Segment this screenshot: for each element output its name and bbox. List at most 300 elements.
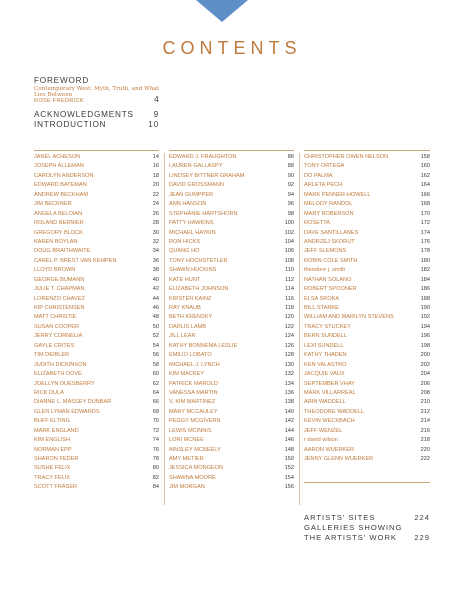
toc-entry xyxy=(34,266,159,275)
toc-entry xyxy=(169,238,294,247)
page-number: 84 xyxy=(152,484,159,491)
toc-entry xyxy=(34,417,159,426)
toc-entry xyxy=(34,219,159,228)
page-number: 200 xyxy=(420,352,430,359)
toc-entry xyxy=(34,455,159,464)
page-number: 192 xyxy=(420,314,430,321)
artist-name: JIM MORGAN xyxy=(169,484,205,491)
artist-name: MARK ENGLAND xyxy=(34,427,79,434)
toc-entry xyxy=(34,446,159,455)
toc-entry xyxy=(304,427,430,436)
page-number: 74 xyxy=(152,437,159,444)
page-number: 50 xyxy=(152,323,159,330)
page-number: 222 xyxy=(420,456,430,462)
page-number: 212 xyxy=(420,408,430,415)
page-number: 170 xyxy=(420,210,430,217)
artist-name: KIM ENGLISH xyxy=(34,437,71,444)
artist-name: SHAWNA MOORE xyxy=(169,474,216,481)
toc-entry xyxy=(169,361,294,370)
toc-entry xyxy=(304,436,430,445)
artist-name: JESSICA MONGEON xyxy=(169,465,224,472)
page-number: 174 xyxy=(420,229,430,236)
artist-name: AARON WUERKER xyxy=(304,446,355,453)
page-number: 96 xyxy=(287,201,294,208)
toc-entry xyxy=(169,191,294,200)
page-number: 108 xyxy=(284,257,294,264)
page-number: 106 xyxy=(284,248,294,255)
toc-entry xyxy=(169,323,294,332)
artist-name: THEODORE WADDELL xyxy=(304,408,365,415)
page-number: 60 xyxy=(152,371,159,378)
toc-entry xyxy=(304,455,430,464)
toc-entry xyxy=(169,181,294,190)
page-number: 134 xyxy=(284,380,294,387)
artist-name: JEAN GUMPPER xyxy=(169,191,214,198)
artist-name: KIM MACKEY xyxy=(169,371,205,378)
acknowledgments-label: ACKNOWLEDGMENTS xyxy=(34,110,134,120)
artist-name: KATE HUNT xyxy=(169,276,201,283)
toc-entry xyxy=(304,153,430,162)
artist-name: JULIE T. CHAPMAN xyxy=(34,286,85,293)
page-number: 58 xyxy=(152,361,159,368)
page-number: 180 xyxy=(420,257,430,264)
toc-entry xyxy=(304,219,430,228)
page-number: 78 xyxy=(152,456,159,462)
toc-entry xyxy=(304,398,430,407)
artist-name: SEPTEMBER VHAY xyxy=(304,380,355,387)
page-number: 116 xyxy=(285,295,294,302)
toc-entry xyxy=(304,408,430,417)
toc-entry xyxy=(34,474,159,483)
artist-name: RICK DULA xyxy=(34,389,64,396)
toc-entry xyxy=(34,200,159,209)
page-number: 202 xyxy=(420,361,430,368)
artist-name: EDWARD BATEMAN xyxy=(34,182,87,189)
artist-name: PEGGY MCGIVERN xyxy=(169,418,221,425)
toc-entry xyxy=(169,257,294,266)
toc-entry xyxy=(34,483,159,492)
page-number: 178 xyxy=(420,248,430,255)
toc-entry xyxy=(34,257,159,266)
toc-entry xyxy=(304,285,430,294)
toc-entry xyxy=(34,276,159,285)
artist-name: TONY HOCHSTETLER xyxy=(169,257,228,264)
toc-entry xyxy=(169,474,294,483)
artist-name: AMY METIER xyxy=(169,456,204,462)
page-number: 68 xyxy=(152,408,159,415)
page-number: 18 xyxy=(152,172,159,179)
page-number: 112 xyxy=(285,276,294,283)
artist-name: JILL LEAR xyxy=(169,333,196,340)
toc-entry xyxy=(169,153,294,162)
page-number: 20 xyxy=(152,182,159,189)
column-separator-1 xyxy=(164,153,165,505)
toc-entry xyxy=(34,313,159,322)
page-number: 124 xyxy=(284,333,294,340)
toc-entry xyxy=(169,172,294,181)
page-number: 54 xyxy=(152,342,159,349)
page-number: 66 xyxy=(152,399,159,406)
toc-entry xyxy=(34,332,159,341)
artists-work-label: THE ARTISTS' WORK xyxy=(304,533,397,542)
toc-entry xyxy=(169,219,294,228)
page-number: 148 xyxy=(284,446,294,453)
page-number: 198 xyxy=(420,342,430,349)
artist-name: DARLIS LAMB xyxy=(169,323,206,330)
page-number: 166 xyxy=(420,191,430,198)
artist-name: KIRSTEN KAINZ xyxy=(169,295,212,302)
toc-entry xyxy=(304,162,430,171)
toc-entry xyxy=(34,285,159,294)
page-number: 16 xyxy=(152,163,159,170)
page-number: 94 xyxy=(287,191,294,198)
page-number: 114 xyxy=(285,286,294,293)
page-number: 86 xyxy=(287,154,294,160)
artist-name: GLEN LYMAN EDWARDS xyxy=(34,408,100,415)
toc-entry xyxy=(169,200,294,209)
page-number: 184 xyxy=(420,276,430,283)
toc-entry xyxy=(169,389,294,398)
page-number: 126 xyxy=(284,342,294,349)
artist-name: JEFF SLEMONS xyxy=(304,248,347,255)
toc-entry xyxy=(304,313,430,322)
artist-name: MARK VILLARREAL xyxy=(304,389,356,396)
page-number: 120 xyxy=(284,314,294,321)
page-number: 90 xyxy=(287,172,294,179)
toc-entry xyxy=(34,464,159,473)
page-number: 172 xyxy=(420,220,430,227)
page-number: 182 xyxy=(420,267,430,274)
artist-name: MARY ROBERSON xyxy=(304,210,354,217)
page-number: 204 xyxy=(420,371,430,378)
toc-entry xyxy=(34,351,159,360)
page-number: 132 xyxy=(284,371,294,378)
back-divider-rule xyxy=(304,482,430,483)
toc-entry xyxy=(169,455,294,464)
page-number: 24 xyxy=(152,201,159,208)
toc-entry xyxy=(169,332,294,341)
page-number: 188 xyxy=(420,295,430,302)
artists-sites-row xyxy=(304,513,430,523)
artist-name: GAYLE CRITES xyxy=(34,342,75,349)
artist-name: BETH KRENSKY xyxy=(169,314,213,321)
artist-name: NORMAN EPP xyxy=(34,446,72,453)
toc-entry xyxy=(34,389,159,398)
page-number: 22 xyxy=(152,191,159,198)
artist-name: TRACY FELIX xyxy=(34,474,70,481)
toc-entry xyxy=(304,266,430,275)
artist-name: SHAWN HUCKINS xyxy=(169,267,217,274)
page-number: 104 xyxy=(284,238,294,245)
page-number: 64 xyxy=(152,389,159,396)
toc-entry xyxy=(169,229,294,238)
artist-name: DOUG BRAITHWAITE xyxy=(34,248,91,255)
toc-entry xyxy=(34,370,159,379)
page-number: 140 xyxy=(284,408,294,415)
artist-name: DIANNE L. MASSEY DUNBAR xyxy=(34,399,112,406)
artist-name: JENNY GLENN WUERKER xyxy=(304,456,374,462)
toc-entry xyxy=(169,370,294,379)
toc-entry xyxy=(169,464,294,473)
artist-name: ANDREW BECKHAM xyxy=(34,191,89,198)
toc-entry xyxy=(169,436,294,445)
artist-name: BILL STARKE xyxy=(304,305,339,311)
page-number: 82 xyxy=(152,474,159,481)
toc-entry xyxy=(169,398,294,407)
artist-name: LLOYD BROWN xyxy=(34,267,76,274)
artist-name: DO PALMA xyxy=(304,172,333,179)
toc-entry xyxy=(34,181,159,190)
toc-entry xyxy=(34,172,159,181)
page-number: 190 xyxy=(420,305,430,311)
artist-name: ROBIN COLE SMITH xyxy=(304,257,358,264)
page-number: 122 xyxy=(284,323,294,330)
toc-entry xyxy=(304,172,430,181)
artist-name: ANN HANSON xyxy=(169,201,207,208)
toc-entry xyxy=(169,247,294,256)
artist-name: KATHY THADEN xyxy=(304,352,347,359)
artist-name: JUDITH DICKINSON xyxy=(34,361,87,368)
toc-entry xyxy=(304,238,430,247)
artists-sites-label: ARTISTS' SITES xyxy=(304,513,376,522)
page-number: 150 xyxy=(284,456,294,462)
artist-name: STEPHANIE HARTSHORN xyxy=(169,210,238,217)
toc-entry xyxy=(169,285,294,294)
toc-entry xyxy=(169,483,294,492)
toc-entry xyxy=(304,200,430,209)
artist-name: JEFF WENZEL xyxy=(304,427,343,434)
artist-name: BUFF ELTING xyxy=(34,418,70,425)
toc-entry xyxy=(169,313,294,322)
toc-entry xyxy=(169,446,294,455)
artist-name: ROSETTA xyxy=(304,220,331,227)
toc-entry xyxy=(304,361,430,370)
divider-rule-3 xyxy=(304,150,430,151)
page-number: 48 xyxy=(152,314,159,321)
galleries-label: GALLERIES SHOWING xyxy=(304,523,403,532)
artist-name: JIM BECKNER xyxy=(34,201,72,208)
front-matter xyxy=(34,76,159,129)
artist-name: GEORGE BUMANN xyxy=(34,276,85,283)
toc-entry xyxy=(34,153,159,162)
page-number: 164 xyxy=(420,182,430,189)
artist-name: KAREN BOYLAN xyxy=(34,238,78,245)
artist-name: TONY ORTEGA xyxy=(304,163,345,170)
artist-name: NATHAN SOLANO xyxy=(304,276,352,283)
page-number: 208 xyxy=(420,389,430,396)
artist-name: WILLIAM AND MARILYN STEVENS xyxy=(304,314,394,321)
artists-sites-page: 224 xyxy=(414,513,430,522)
page-number: 72 xyxy=(152,427,159,434)
artist-name: ELSA SROKA xyxy=(304,295,340,302)
page-number: 40 xyxy=(152,276,159,283)
artist-name: SUSHE FELIX xyxy=(34,465,71,472)
artist-name: MARK PENNER-HOWELL xyxy=(304,191,371,198)
toc-entry xyxy=(34,162,159,171)
foreword-author-row xyxy=(34,95,159,105)
artist-name: ELIZABETH DOVE xyxy=(34,371,82,378)
artist-name: DAVID GROSSMANN xyxy=(169,182,224,189)
artist-name: CHRISTOPHER OWEN NELSON xyxy=(304,154,389,160)
artist-name: VANESSA MARTIN xyxy=(169,389,218,396)
page-number: 144 xyxy=(284,427,294,434)
toc-entry xyxy=(304,370,430,379)
page-number: 32 xyxy=(152,238,159,245)
artist-name: SCOTT FRASER xyxy=(34,484,78,491)
toc-entry xyxy=(34,191,159,200)
toc-entry xyxy=(169,304,294,313)
page-number: 220 xyxy=(420,446,430,453)
artist-name: LEWIS MCINNIS xyxy=(169,427,212,434)
toc-entry xyxy=(34,342,159,351)
toc-entry xyxy=(169,427,294,436)
artist-name: ANGELA BELOIAN xyxy=(34,210,83,217)
toc-entry xyxy=(34,427,159,436)
page-number: 206 xyxy=(420,380,430,387)
page-number: 130 xyxy=(284,361,294,368)
divider-rule-2 xyxy=(169,150,294,151)
page-number: 186 xyxy=(420,286,430,293)
toc-entry xyxy=(304,181,430,190)
acknowledgments-page: 9 xyxy=(153,110,159,120)
toc-entry xyxy=(304,247,430,256)
toc-entry xyxy=(169,351,294,360)
toc-entry xyxy=(169,408,294,417)
toc-entry xyxy=(34,323,159,332)
artist-name: ROBERT SPOONER xyxy=(304,286,357,293)
page-number: 176 xyxy=(420,238,430,245)
toc-entry xyxy=(34,229,159,238)
page-number: 46 xyxy=(152,305,159,311)
page-number: 62 xyxy=(152,380,159,387)
page-number: 14 xyxy=(152,154,159,160)
artist-name: EMILIO LOBATO xyxy=(169,352,212,359)
page-number: 76 xyxy=(152,446,159,453)
toc-entry xyxy=(34,247,159,256)
page-number: 102 xyxy=(284,229,294,236)
artist-name: JOSEPH ALLEMAN xyxy=(34,163,84,170)
foreword-page: 4 xyxy=(154,95,159,105)
artist-name: SUSAN COOPER xyxy=(34,323,80,330)
toc-entry xyxy=(304,342,430,351)
page-number: 210 xyxy=(420,399,430,406)
acknowledgments-row xyxy=(34,110,159,119)
artist-name: LEXI SUNDELL xyxy=(304,342,344,349)
artist-name: SHARON FEDER xyxy=(34,456,79,462)
toc-entry xyxy=(169,210,294,219)
artist-name: JERRY CORNELIA xyxy=(34,333,83,340)
page-number: 156 xyxy=(284,484,294,491)
foreword-label: FOREWORD xyxy=(34,76,90,85)
toc-entry xyxy=(304,295,430,304)
toc-entry xyxy=(304,380,430,389)
artist-name: KEN VALASTRO xyxy=(304,361,347,368)
artist-name: CAROLYN ANDERSON xyxy=(34,172,94,179)
artist-name: JACQUIE VAUX xyxy=(304,371,345,378)
toc-entry xyxy=(304,276,430,285)
toc-entry xyxy=(304,257,430,266)
artists-work-row xyxy=(304,533,430,543)
artist-name: V. KIM MARTINEZ xyxy=(169,399,216,406)
page-number: 80 xyxy=(152,465,159,472)
artist-name: GREGORY BLOCK xyxy=(34,229,83,236)
page-number: 194 xyxy=(420,323,430,330)
toc-entry xyxy=(34,238,159,247)
introduction-page: 10 xyxy=(148,120,159,130)
page-number: 138 xyxy=(284,399,294,406)
column-separator-2 xyxy=(299,153,300,505)
page-number: 146 xyxy=(284,437,294,444)
toc-entry xyxy=(169,266,294,275)
toc-entry xyxy=(169,380,294,389)
artist-name: EDWARD J. FRAUGHTON xyxy=(169,154,237,160)
page-number: 26 xyxy=(152,210,159,217)
artist-name: MELODY RANDOL xyxy=(304,201,353,208)
artist-name: TIM DEIBLER xyxy=(34,352,70,359)
artist-name: KEVIN WECKBACH xyxy=(304,418,355,425)
artist-name: ROLAND BERNIER xyxy=(34,220,84,227)
divider-rule-1 xyxy=(34,150,159,151)
toc-entry xyxy=(169,162,294,171)
artist-name: ARLETA PECH xyxy=(304,182,343,189)
page-number: 152 xyxy=(284,465,294,472)
artist-name: ARIN WADDELL xyxy=(304,399,346,406)
toc-entry xyxy=(304,389,430,398)
artist-name: TRACY STUCKEY xyxy=(304,323,351,330)
toc-entry xyxy=(34,304,159,313)
artist-name: KATHY BONNEMA LESLIE xyxy=(169,342,238,349)
page-number: 38 xyxy=(152,267,159,274)
toc-entry xyxy=(34,295,159,304)
artist-name: MICHAEL J. LYNCH xyxy=(169,361,220,368)
introduction-label: INTRODUCTION xyxy=(34,120,107,130)
toc-entry xyxy=(304,446,430,455)
foreword-subtitle: Contemporary West: Myth, Truth, and What Lies Between xyxy=(34,86,160,99)
blue-tab-marker xyxy=(196,0,248,22)
page-number: 100 xyxy=(284,220,294,227)
artist-name: CAREL P. BREST VAN KEMPEN xyxy=(34,257,117,264)
page-number: 128 xyxy=(284,352,294,359)
page-number: 168 xyxy=(420,201,430,208)
artist-name: ELIZABETH JOHNSON xyxy=(169,286,229,293)
page-number: 160 xyxy=(420,163,430,170)
toc-entry xyxy=(169,276,294,285)
toc-entry xyxy=(169,417,294,426)
artist-name: MARY MCCAULEY xyxy=(169,408,218,415)
toc-entry xyxy=(34,436,159,445)
artist-name: BERN SUNDELL xyxy=(304,333,347,340)
artist-name: MATT CHRISTIE xyxy=(34,314,77,321)
page-number: 214 xyxy=(420,418,430,425)
toc-entry xyxy=(304,304,430,313)
page-number: 196 xyxy=(420,333,430,340)
page-number: 44 xyxy=(152,295,159,302)
toc-entry xyxy=(34,380,159,389)
artist-name: ANDRZEJ SKORUT xyxy=(304,238,355,245)
artist-name: PATRICK MAROLD xyxy=(169,380,218,387)
toc-entry xyxy=(304,323,430,332)
toc-entry xyxy=(34,398,159,407)
artist-name: r david wilson xyxy=(304,437,338,444)
page-title: CONTENTS xyxy=(162,38,302,58)
page-number: 98 xyxy=(287,210,294,217)
toc-entry xyxy=(304,229,430,238)
page-number: 136 xyxy=(284,389,294,396)
toc-entry xyxy=(304,191,430,200)
artist-name: PATTY HAWKINS xyxy=(169,220,214,227)
artist-name: LAUREN GALLASPY xyxy=(169,163,223,170)
toc-entry xyxy=(304,332,430,341)
